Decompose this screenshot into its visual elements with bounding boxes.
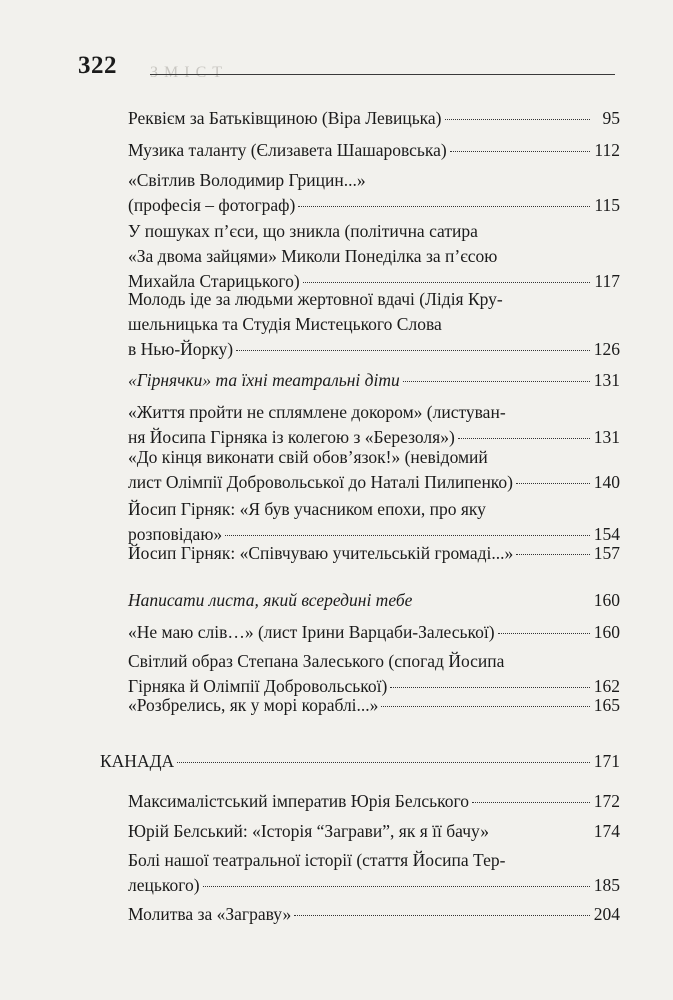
toc-entry-title: Реквієм за Батьківщиною (Віра Левицька) bbox=[128, 108, 442, 128]
leader-dots bbox=[303, 282, 590, 283]
toc-entry bbox=[128, 649, 620, 699]
toc-entry-page: 174 bbox=[593, 821, 620, 841]
leader-dots bbox=[225, 535, 590, 536]
toc-entry bbox=[128, 497, 620, 547]
toc-entry-page: 112 bbox=[594, 140, 620, 160]
toc-entry-page: 131 bbox=[593, 370, 620, 390]
toc-entry-title-cont: шельницька та Студія Мистецького Слова bbox=[128, 314, 442, 334]
toc-entry-title: Молодь іде за людьми жертовної вдачі (Лідія Кру- bbox=[128, 289, 503, 309]
toc-entry-title: «До кінця виконати свій обов’язок!» (невідомий bbox=[128, 447, 488, 467]
toc-entry-page: 165 bbox=[593, 695, 620, 715]
leader-dots bbox=[472, 802, 590, 803]
toc-entry-title: «Гірнячки» та їхні театральні діти bbox=[128, 370, 400, 390]
toc-entry-title-cont: «За двома зайцями» Миколи Понеділка за п’єсою bbox=[128, 246, 498, 266]
toc-entry-page: 185 bbox=[593, 875, 620, 895]
leader-dots bbox=[203, 886, 590, 887]
leader-dots bbox=[498, 633, 590, 634]
toc-entry-page: 171 bbox=[593, 751, 620, 771]
toc-entry-page: 162 bbox=[593, 676, 620, 696]
leader-dots bbox=[294, 915, 590, 916]
toc-entry-page: 160 bbox=[593, 590, 620, 610]
toc-entry-title-cont: розповідаю» bbox=[128, 524, 223, 544]
page-number: 322 bbox=[78, 52, 117, 79]
toc-entry-title: Йосип Гірняк: «Я був учасником епохи, про яку bbox=[128, 499, 486, 519]
toc-entry bbox=[128, 819, 620, 844]
toc-entry bbox=[128, 287, 620, 362]
leader-dots bbox=[492, 832, 590, 833]
toc-entry bbox=[128, 541, 620, 566]
leader-dots bbox=[450, 151, 590, 152]
toc-entry bbox=[128, 106, 620, 131]
toc-entry-title-cont: лецького) bbox=[128, 875, 200, 895]
toc-entry-title: Максималістський імператив Юрія Белського bbox=[128, 791, 469, 811]
toc-entry-page: 115 bbox=[594, 195, 620, 215]
toc-entry-page: 140 bbox=[593, 472, 620, 492]
toc-section-title: КАНАДА bbox=[100, 751, 175, 771]
toc-entry-title: Написати листа, який всередині тебе bbox=[128, 590, 413, 610]
toc-entry bbox=[128, 588, 620, 613]
toc-entry-title: Світлий образ Степана Залеського (спогад Йосипа bbox=[128, 651, 505, 671]
toc-entry-title: Музика таланту (Єлизавета Шашаровська) bbox=[128, 140, 447, 160]
toc-entry-page: 204 bbox=[593, 904, 620, 924]
toc-entry bbox=[128, 368, 620, 393]
leader-dots bbox=[381, 706, 589, 707]
leader-dots bbox=[516, 554, 590, 555]
toc-entry-page: 117 bbox=[594, 271, 620, 291]
toc-entry-title: «Не маю слів…» (лист Ірини Варцаби-Залеської) bbox=[128, 622, 495, 642]
toc-entry-page: 95 bbox=[602, 108, 620, 128]
leader-dots bbox=[415, 601, 589, 602]
toc-entry-title-cont: Михайла Старицького) bbox=[128, 271, 300, 291]
toc-entry-title-cont: лист Олімпії Добровольської до Наталі Пилипенко) bbox=[128, 472, 513, 492]
toc-entry-title: «Світлив Володимир Грицин...» bbox=[128, 170, 366, 190]
leader-dots bbox=[298, 206, 590, 207]
toc-entry bbox=[128, 620, 620, 645]
leader-dots bbox=[403, 381, 590, 382]
toc-entry-title-cont: (професія – фотограф) bbox=[128, 195, 296, 215]
toc-entry bbox=[128, 168, 620, 218]
toc-entry-page: 126 bbox=[593, 339, 620, 359]
toc-section-heading bbox=[100, 749, 620, 774]
toc-entry-title-cont: в Нью-Йорку) bbox=[128, 339, 234, 359]
toc-entry bbox=[128, 445, 620, 495]
leader-dots bbox=[458, 438, 590, 439]
toc-entry-page: 172 bbox=[593, 791, 620, 811]
toc-entry-title-cont: Гірняка й Олімпії Добровольської) bbox=[128, 676, 388, 696]
toc-entry-page: 131 bbox=[593, 427, 620, 447]
toc-entry-title: «Розбрелись, як у морі кораблі...» bbox=[128, 695, 379, 715]
bleed-through-ghost-text: ЗМІСТ bbox=[150, 64, 229, 81]
toc-entry-title: Йосип Гірняк: «Співчуваю учительській громаді...» bbox=[128, 543, 514, 563]
toc-entry-page: 154 bbox=[593, 524, 620, 544]
leader-dots bbox=[236, 350, 590, 351]
toc-entry bbox=[128, 400, 620, 450]
toc-entry bbox=[128, 902, 620, 927]
toc-entry bbox=[128, 693, 620, 718]
leader-dots bbox=[390, 687, 589, 688]
toc-entry-title: Болі нашої театральної історії (стаття Йосипа Тер- bbox=[128, 850, 506, 870]
toc-entry bbox=[128, 789, 620, 814]
toc-entry bbox=[128, 138, 620, 163]
toc-entry-title: Молитва за «Заграву» bbox=[128, 904, 292, 924]
leader-dots bbox=[445, 119, 590, 120]
toc-entry-title-cont: ня Йосипа Гірняка із колегою з «Березоля») bbox=[128, 427, 455, 447]
header-rule bbox=[150, 74, 615, 75]
toc-entry-title: У пошуках п’єси, що зникла (політична сатира bbox=[128, 221, 478, 241]
toc-entry bbox=[128, 848, 620, 898]
toc-entry-page: 160 bbox=[593, 622, 620, 642]
leader-dots bbox=[516, 483, 590, 484]
toc-entry-title: Юрій Белський: «Історія “Заграви”, як я її бачу» bbox=[128, 821, 489, 841]
toc-entry-title: «Життя пройти не сплямлене докором» (листуван- bbox=[128, 402, 506, 422]
toc-entry-page: 157 bbox=[593, 543, 620, 563]
toc-entry bbox=[128, 219, 620, 294]
leader-dots bbox=[177, 762, 590, 763]
